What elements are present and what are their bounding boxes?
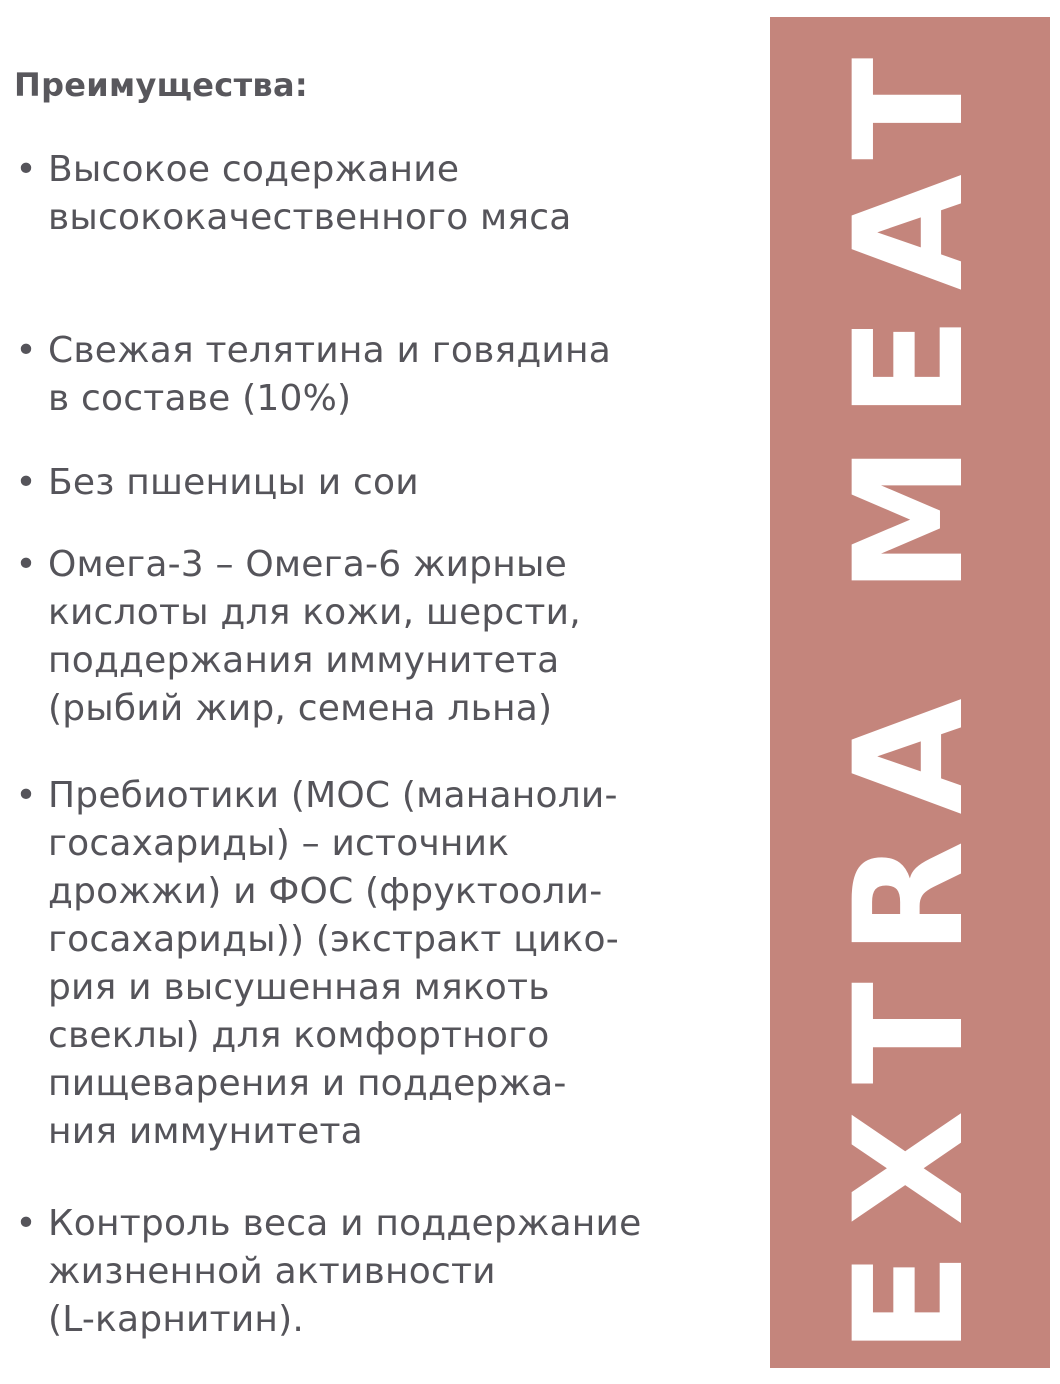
banner-title: EXTRA MEAT [823, 31, 997, 1354]
benefit-item-no-wheat-soy [14, 459, 734, 507]
benefit-text: Омега-3 – Омега-6 жирные кислоты для кожи, шерсти, поддержания иммунитета (рыбий жир, семена льна) [48, 544, 581, 729]
benefit-text: Пребиотики (МОС (мананоли- госахариды) – источник дрожжи) и ФОС (фруктоoли- госахариды)) (экстракт цико- рия и высушенная мякоть свеклы) для комфортного пищеварения и поддержа- ния иммунитета [48, 775, 619, 1152]
benefits-heading: Преимущества: [14, 66, 308, 104]
benefit-item-veal-beef [14, 327, 734, 423]
extra-meat-banner [770, 17, 1050, 1368]
bullet-icon: • [15, 1203, 37, 1244]
benefit-text: Высокое содержание высококачественного мяса [48, 149, 572, 238]
bullet-icon: • [15, 462, 37, 503]
benefit-item-weight-control [14, 1200, 734, 1344]
bullet-icon: • [15, 775, 37, 816]
benefit-text: Свежая телятина и говядина в составе (10%) [48, 330, 612, 419]
bullet-icon: • [15, 544, 37, 585]
benefit-item-omega [14, 541, 734, 733]
benefit-item-prebiotics [14, 772, 734, 1156]
benefit-item-high-meat [14, 146, 734, 242]
bullet-icon: • [15, 330, 37, 371]
benefit-text: Контроль веса и поддержание жизненной активности (L-карнитин). [48, 1203, 642, 1340]
benefit-text: Без пшеницы и сои [48, 462, 419, 503]
bullet-icon: • [15, 149, 37, 190]
